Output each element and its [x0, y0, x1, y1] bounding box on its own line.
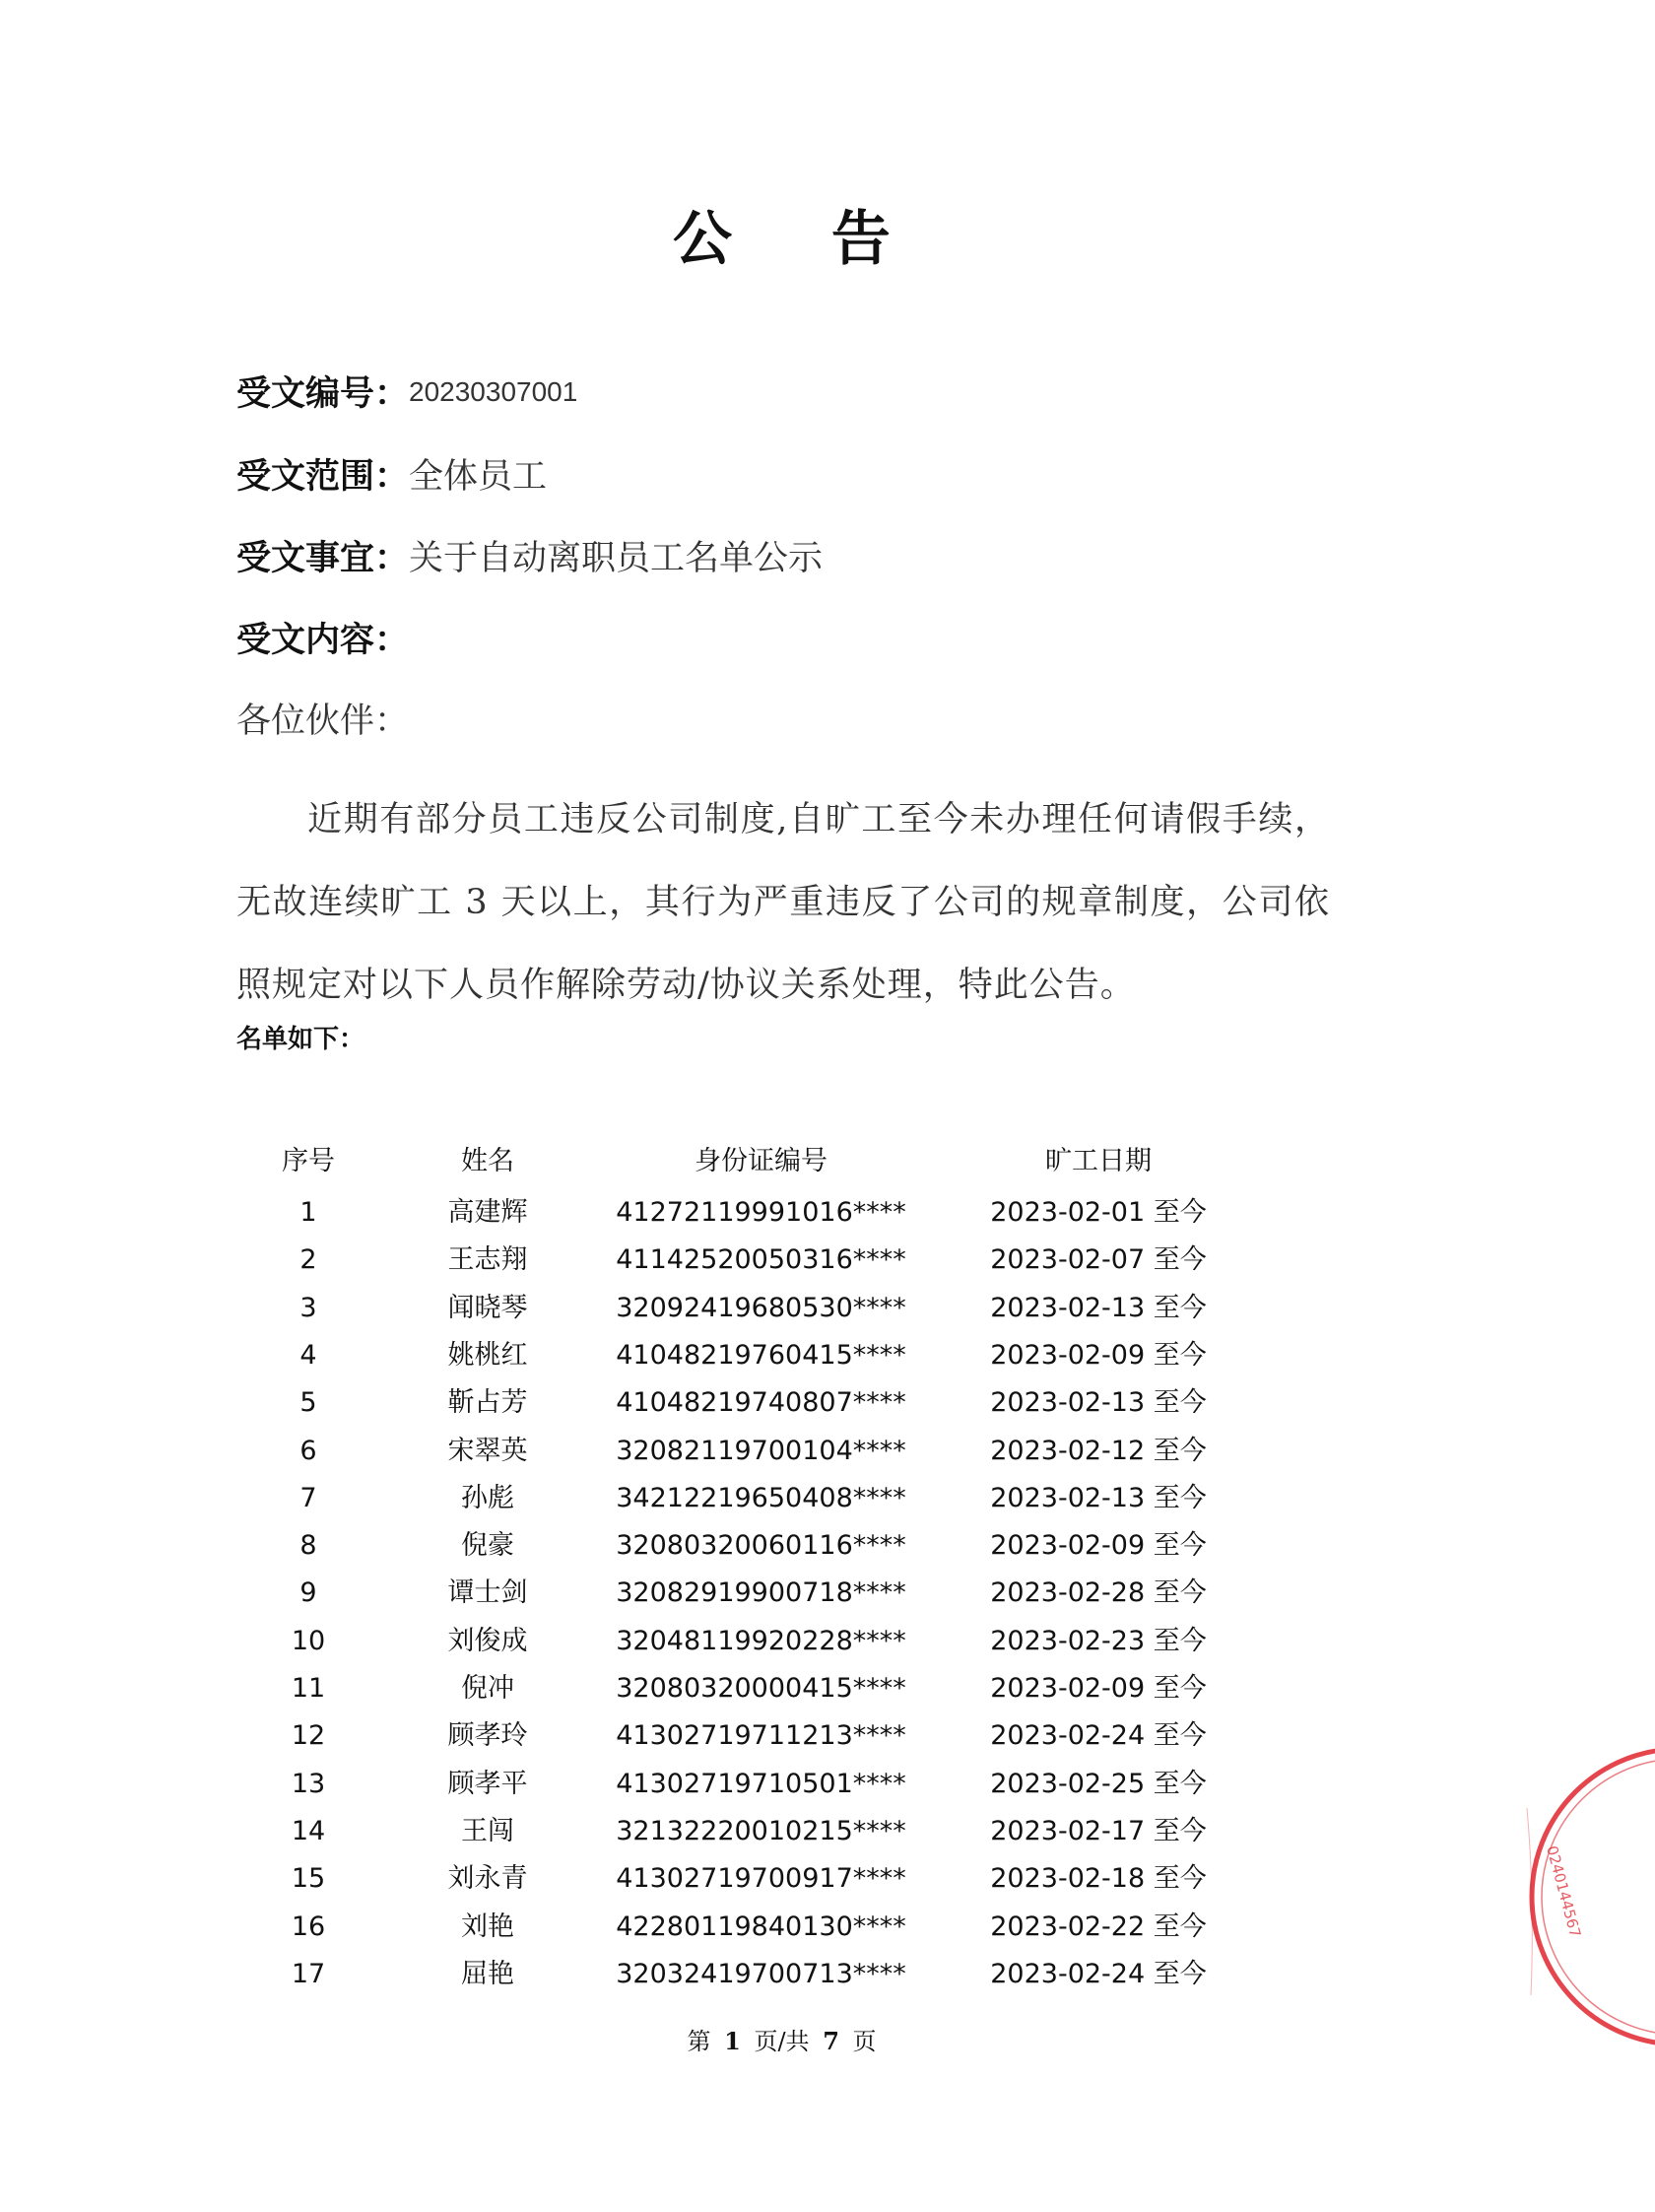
row-id: 42280119840130**** [616, 1910, 906, 1942]
row-name: 顾孝玲 [447, 1720, 528, 1752]
header-name: 姓名 [461, 1146, 514, 1176]
row-id: 34212219650408**** [616, 1482, 906, 1513]
row-id: 41142520050316**** [616, 1244, 906, 1276]
row-name: 顾孝平 [447, 1768, 528, 1799]
row-date: 2023-02-01 至今 [990, 1197, 1207, 1228]
seal-icon [1517, 1749, 1655, 2044]
row-date: 2023-02-28 至今 [990, 1577, 1207, 1609]
footer-total-pages: 7 [823, 2027, 839, 2055]
doc-content-row [236, 616, 409, 665]
row-id: 41048219760415**** [616, 1339, 906, 1371]
table-row [0, 1522, 1563, 1570]
table-row [0, 1189, 1563, 1237]
doc-number-value: 20230307001 [409, 376, 578, 407]
row-no: 17 [291, 1958, 326, 1989]
row-date: 2023-02-17 至今 [990, 1815, 1207, 1846]
doc-scope-label: 受文范围： [236, 456, 410, 497]
list-label: 名单如下： [236, 1025, 365, 1054]
row-name: 谭士剑 [447, 1577, 528, 1609]
row-id: 32080320000415**** [616, 1673, 906, 1704]
row-id: 32082119700104**** [616, 1435, 906, 1466]
table-header-row [0, 1138, 1563, 1185]
table-row [0, 1855, 1563, 1903]
table-row [0, 1570, 1563, 1617]
row-no: 16 [291, 1910, 326, 1942]
row-name: 倪豪 [461, 1530, 514, 1562]
row-date: 2023-02-09 至今 [990, 1339, 1207, 1371]
row-no: 10 [291, 1625, 326, 1656]
row-no: 9 [299, 1577, 317, 1609]
row-no: 8 [299, 1530, 317, 1562]
row-date: 2023-02-13 至今 [990, 1292, 1207, 1323]
table-row [0, 1237, 1563, 1284]
row-name: 姚桃红 [447, 1339, 528, 1371]
row-id: 41302719711213**** [616, 1720, 906, 1752]
row-name: 刘永青 [447, 1863, 528, 1895]
footer-middle: 页/共 [754, 2028, 810, 2055]
row-date: 2023-02-09 至今 [990, 1530, 1207, 1562]
row-name: 宋翠英 [447, 1435, 528, 1466]
row-date: 2023-02-23 至今 [990, 1625, 1207, 1656]
doc-subject-label: 受文事宜： [236, 538, 410, 578]
table-row [0, 1285, 1563, 1332]
table-row [0, 1712, 1563, 1760]
row-id: 32080320060116**** [616, 1530, 906, 1562]
row-no: 14 [291, 1815, 326, 1846]
row-name: 靳占芳 [447, 1387, 528, 1419]
row-date: 2023-02-22 至今 [990, 1910, 1207, 1942]
row-date: 2023-02-25 至今 [990, 1768, 1207, 1799]
table-row [0, 1761, 1563, 1808]
row-name: 王志翔 [447, 1244, 528, 1276]
doc-subject-value: 关于自动离职员工名单公示 [409, 539, 824, 578]
row-date: 2023-02-18 至今 [990, 1863, 1207, 1895]
doc-number-label: 受文编号： [236, 373, 410, 414]
row-no: 3 [299, 1292, 317, 1323]
doc-scope-value: 全体员工 [409, 457, 548, 497]
row-date: 2023-02-12 至今 [990, 1435, 1207, 1466]
table-row [0, 1428, 1563, 1475]
row-name: 刘俊成 [447, 1625, 528, 1656]
row-no: 7 [299, 1482, 317, 1513]
greeting: 各位伙伴： [236, 702, 410, 741]
row-id: 32032419700713**** [616, 1958, 906, 1989]
header-no: 序号 [282, 1146, 335, 1176]
row-no: 4 [299, 1339, 317, 1371]
row-date: 2023-02-24 至今 [990, 1720, 1207, 1752]
row-no: 15 [291, 1863, 326, 1895]
table-row [0, 1904, 1563, 1951]
table-row [0, 1332, 1563, 1379]
document-title: 公 告 [673, 205, 930, 274]
row-name: 孙彪 [461, 1482, 514, 1513]
notice-body: 近期有部分员工违反公司制度,自旷工至今未办理任何请假手续，无故连续旷工 3 天以上，其行为严重违反了公司的规章制度，公司依照规定对以下人员作解除劳动/协议关系处理，特此公告。 [236, 800, 1330, 1005]
row-id: 32048119920228**** [616, 1625, 906, 1656]
table-row [0, 1665, 1563, 1712]
row-no: 6 [299, 1435, 317, 1466]
page-footer [0, 2025, 1563, 2058]
row-id: 32092419680530**** [616, 1292, 906, 1323]
table-row [0, 1808, 1563, 1855]
row-name: 闻晓琴 [447, 1292, 528, 1323]
row-date: 2023-02-13 至今 [990, 1387, 1207, 1419]
header-id: 身份证编号 [695, 1146, 828, 1176]
row-no: 2 [299, 1244, 317, 1276]
row-name: 屈艳 [461, 1958, 514, 1989]
row-date: 2023-02-24 至今 [990, 1958, 1207, 1989]
row-no: 13 [291, 1768, 326, 1799]
company-seal-stamp [1517, 1749, 1655, 2044]
table-row [0, 1618, 1563, 1665]
row-date: 2023-02-09 至今 [990, 1673, 1207, 1704]
header-date: 旷工日期 [1045, 1146, 1152, 1176]
row-id: 41048219740807**** [616, 1387, 906, 1419]
row-name: 倪冲 [461, 1673, 514, 1704]
row-name: 刘艳 [461, 1910, 514, 1942]
table-row [0, 1951, 1563, 1998]
row-id: 32082919900718**** [616, 1577, 906, 1609]
footer-prefix: 第 [687, 2028, 711, 2055]
row-no: 1 [299, 1197, 317, 1228]
row-id: 32132220010215**** [616, 1815, 906, 1846]
svg-text:0240144567: 0240144567 [1543, 1843, 1585, 1940]
row-no: 12 [291, 1720, 326, 1752]
doc-number-row [236, 369, 577, 421]
table-row [0, 1475, 1563, 1522]
row-id: 41302719700917**** [616, 1863, 906, 1895]
doc-subject-row [236, 534, 823, 583]
doc-scope-row [236, 452, 547, 502]
table-row [0, 1379, 1563, 1427]
row-date: 2023-02-13 至今 [990, 1482, 1207, 1513]
doc-content-label: 受文内容： [236, 620, 410, 660]
footer-page-number: 1 [724, 2027, 741, 2055]
row-id: 41272119991016**** [616, 1197, 906, 1228]
row-name: 王闯 [461, 1815, 514, 1846]
row-name: 高建辉 [447, 1197, 528, 1228]
row-id: 41302719710501**** [616, 1768, 906, 1799]
row-no: 11 [291, 1673, 326, 1704]
footer-suffix: 页 [852, 2028, 877, 2055]
row-no: 5 [299, 1387, 317, 1419]
row-date: 2023-02-07 至今 [990, 1244, 1207, 1276]
